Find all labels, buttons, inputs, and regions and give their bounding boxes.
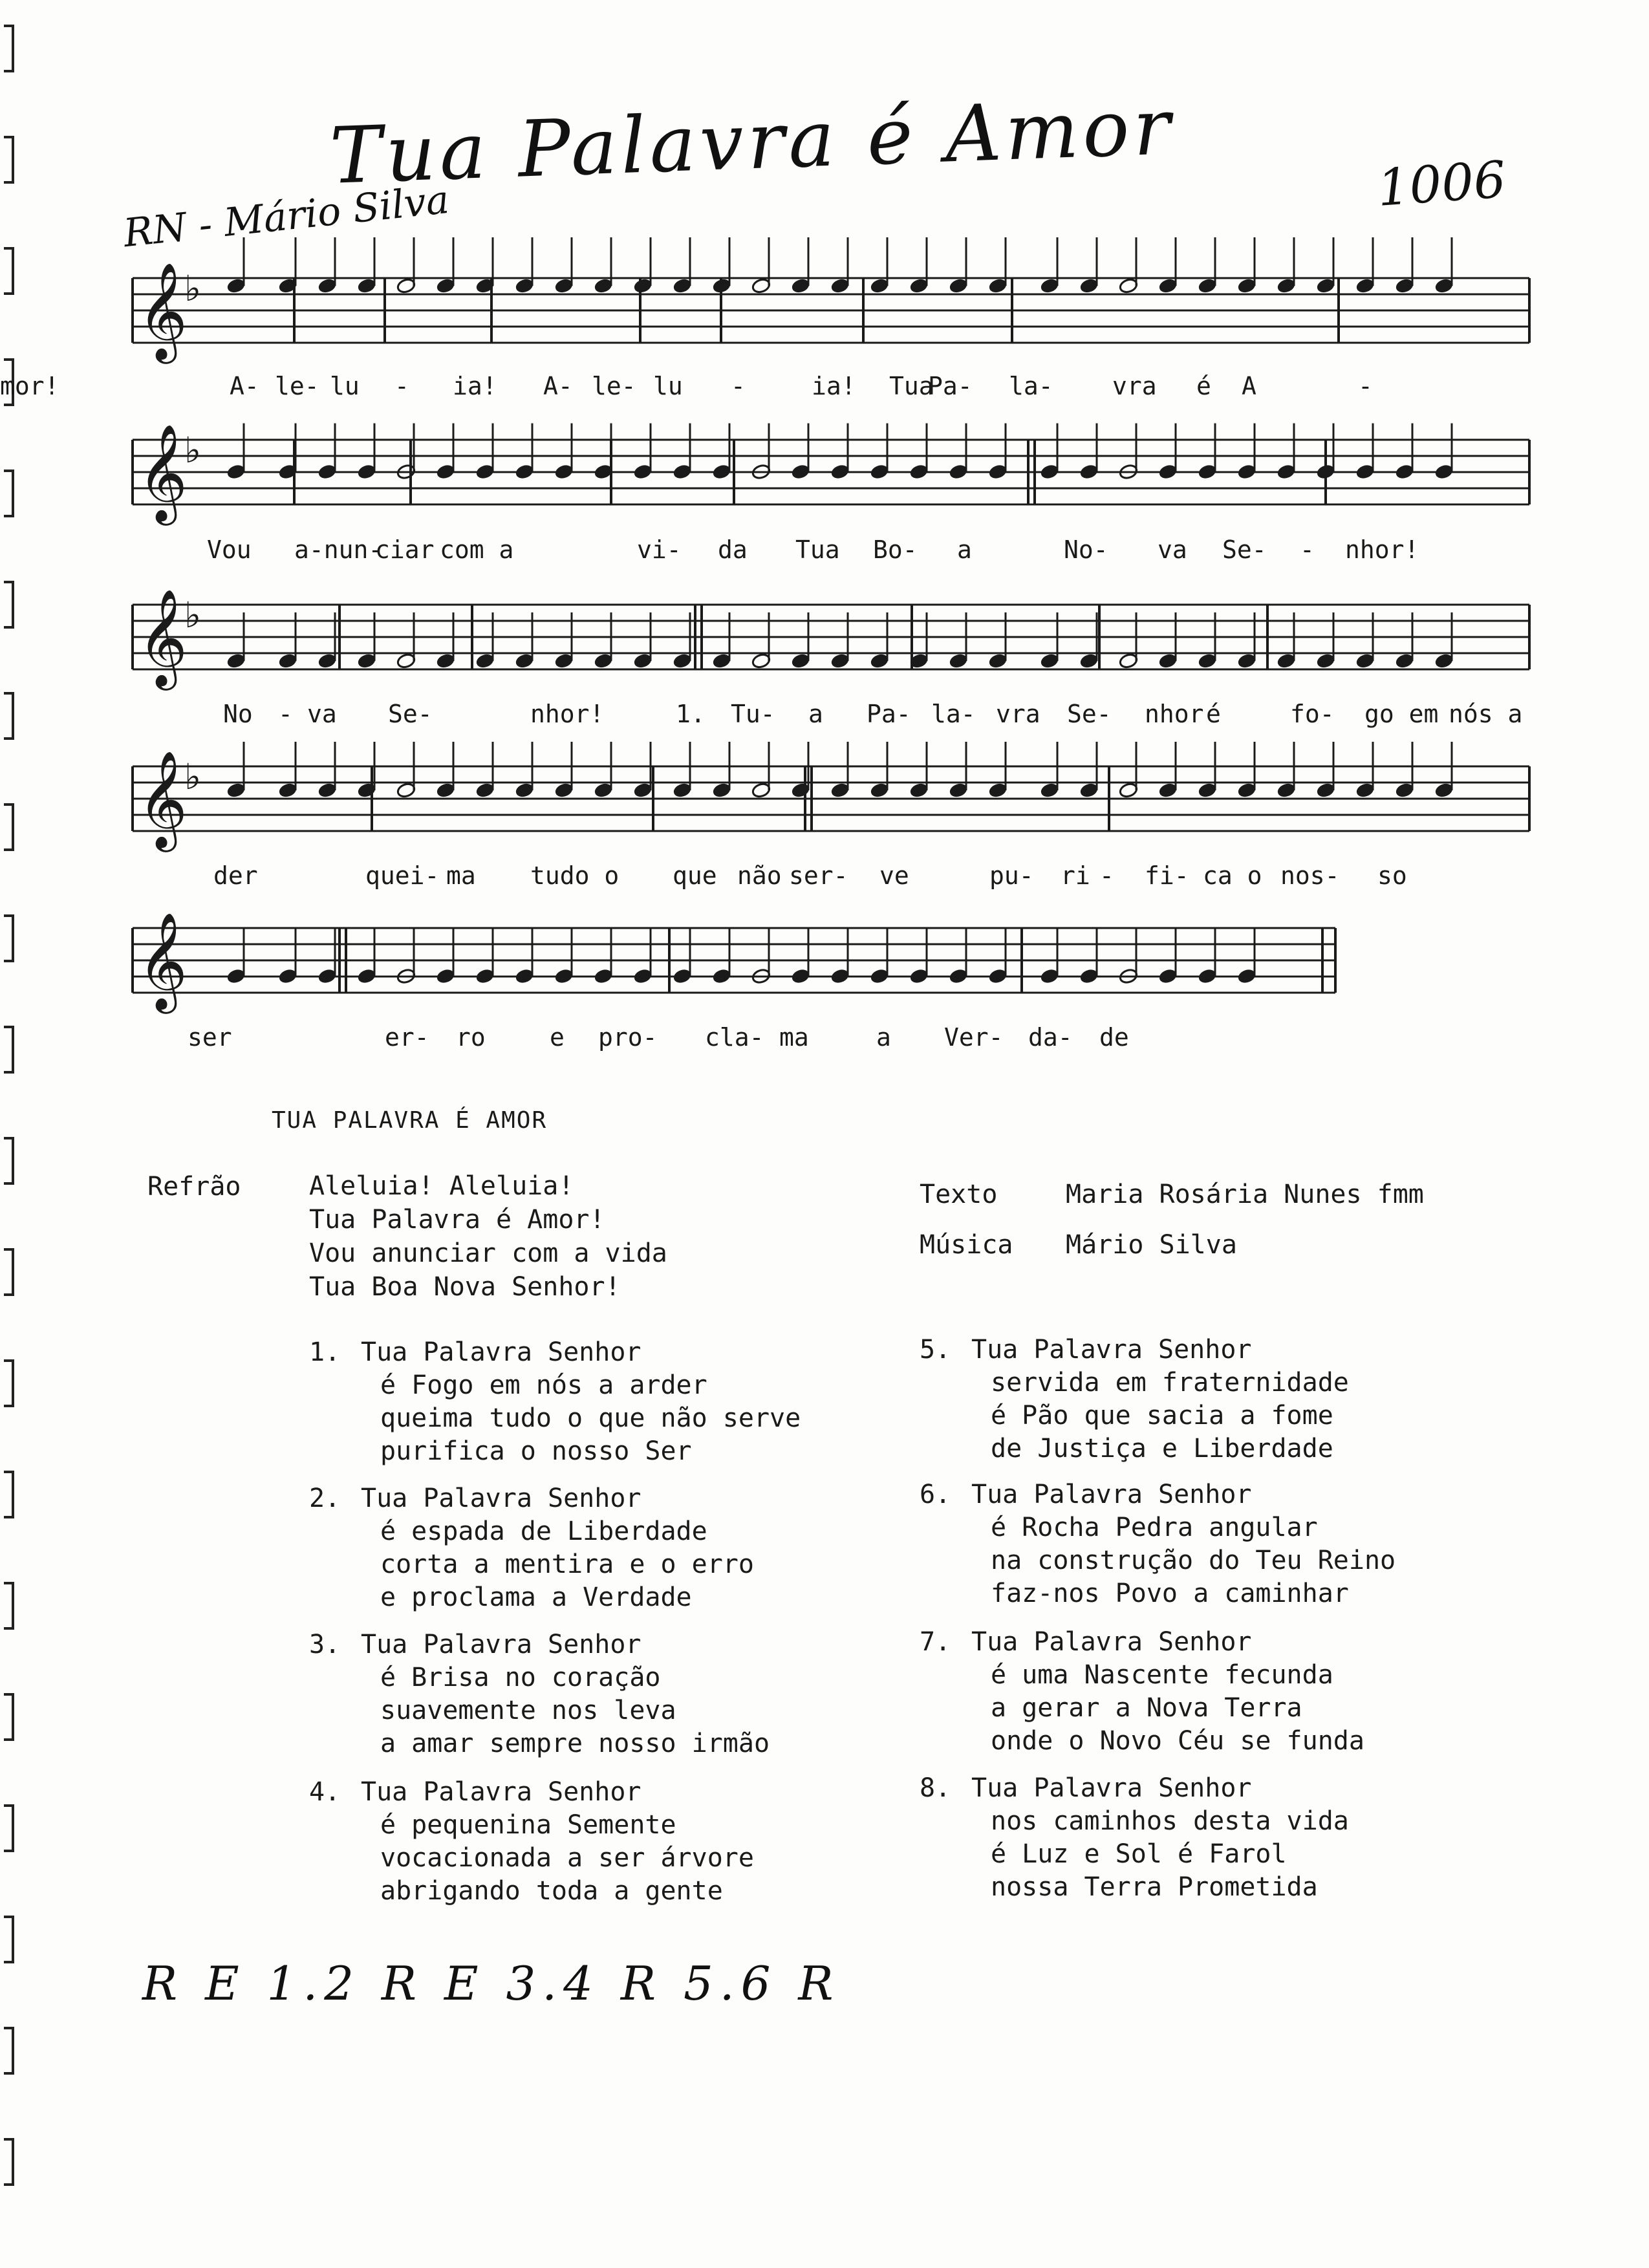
lyric-syllable: -: [1099, 861, 1114, 890]
verse-line: Tua Palavra Senhor: [361, 1777, 641, 1807]
verse-line: Tua Palavra Senhor: [361, 1630, 641, 1659]
refrao-line: Tua Palavra é Amor!: [309, 1205, 605, 1235]
verse-line: vocacionada a ser árvore: [380, 1843, 754, 1873]
lyric-syllable: 1.: [676, 700, 706, 728]
lyric-syllable: -: [394, 372, 409, 400]
verse-line: corta a mentira e o erro: [380, 1550, 754, 1579]
lyric-syllable: ciar: [375, 535, 435, 564]
verse-line: é uma Nascente fecunda: [991, 1660, 1333, 1690]
verse-line: Tua Palavra Senhor: [971, 1480, 1252, 1509]
lyric-syllable: nós a: [1449, 700, 1523, 728]
verse-line: suavemente nos leva: [380, 1696, 676, 1725]
lyric-syllable: nos-: [1280, 861, 1340, 890]
sheet-title: TUA PALAVRA É AMOR: [272, 1107, 548, 1134]
lyric-syllable: lu: [653, 372, 683, 400]
lyric-syllable: Vou: [207, 535, 252, 564]
verse-line: onde o Novo Céu se funda: [991, 1726, 1364, 1756]
lyric-syllable: com a: [440, 535, 514, 564]
credit-musica-value: Mário Silva: [1066, 1230, 1237, 1260]
lyric-syllable: so: [1377, 861, 1407, 890]
treble-clef: 𝄞: [138, 261, 188, 360]
verse-line: servida em fraternidade: [991, 1368, 1349, 1398]
refrao-text: [309, 1169, 667, 1304]
lyric-syllable: é: [1196, 372, 1211, 400]
lyric-syllable: -: [1358, 372, 1373, 400]
lyric-syllable: -: [1300, 535, 1315, 564]
binding-mark: [4, 1694, 13, 1740]
lyric-syllable: Pa-: [867, 700, 911, 728]
lyric-syllable: va: [307, 700, 337, 728]
lyric-syllable: ia!: [812, 372, 856, 400]
lyric-syllable: que: [673, 861, 717, 890]
treble-clef: 𝄞: [138, 750, 188, 848]
verse-line: é Rocha Pedra angular: [991, 1513, 1318, 1542]
lyric-syllable: a: [957, 535, 972, 564]
verse-line: Tua Palavra Senhor: [971, 1335, 1252, 1365]
binding-mark: [4, 2139, 13, 2185]
lyric-syllable: é: [1206, 700, 1221, 728]
lyric-syllable: pro-: [598, 1023, 658, 1052]
lyric-syllable: go em: [1364, 700, 1439, 728]
lyric-syllable: A-: [230, 372, 259, 400]
verse-number: 4.: [309, 1777, 341, 1807]
verse-text: [971, 1626, 1364, 1758]
lyric-syllable: Bo-: [873, 535, 918, 564]
lyric-syllable: fi-: [1145, 861, 1189, 890]
lyric-syllable: tudo o: [530, 861, 620, 890]
lyric-syllable: er-: [385, 1023, 429, 1052]
lyric-syllable: ser: [188, 1023, 232, 1052]
lyric-syllable: a: [808, 700, 823, 728]
verse-line: de Justiça e Liberdade: [991, 1434, 1333, 1463]
verse-line: a amar sempre nosso irmão: [380, 1729, 770, 1758]
lyric-syllable: A-: [543, 372, 573, 400]
lyric-syllable: não: [737, 861, 782, 890]
lyric-syllable: la-: [931, 700, 976, 728]
verse-line: é Luz e Sol é Farol: [991, 1839, 1287, 1869]
lyric-syllable: Pa-: [928, 372, 973, 400]
credit-texto: [920, 1169, 1424, 1220]
lyric-syllable: Tua: [889, 372, 934, 400]
lyric-syllable: a: [876, 1023, 891, 1052]
verse-line: abrigando toda a gente: [380, 1876, 723, 1906]
lyric-syllable: va: [1158, 535, 1187, 564]
lyric-syllable: nhor: [1145, 700, 1204, 728]
lyric-syllable: Se-: [1067, 700, 1112, 728]
verse-text: [971, 1334, 1349, 1465]
verse-number: 3.: [309, 1630, 341, 1659]
lyric-syllable: e: [550, 1023, 565, 1052]
refrao-label: Refrão: [147, 1172, 241, 1202]
verse-number: 8.: [920, 1773, 951, 1803]
verse-line: faz-nos Povo a caminhar: [991, 1579, 1349, 1608]
lyric-syllable: pu-: [989, 861, 1034, 890]
lyric-syllable: lu: [330, 372, 360, 400]
lyric-syllable: nhor!: [1345, 535, 1419, 564]
credit-texto-value: Maria Rosária Nunes fmm: [1066, 1180, 1424, 1209]
lyric-syllable: A: [1242, 372, 1256, 400]
credit-musica: [920, 1220, 1424, 1270]
verse-line: Tua Palavra Senhor: [971, 1627, 1252, 1657]
lyric-syllable: ma: [446, 861, 476, 890]
verse-text: [971, 1772, 1349, 1904]
verse-line: Tua Palavra Senhor: [361, 1337, 641, 1367]
lyric-syllable: Se-: [1222, 535, 1267, 564]
verse-line: na construção do Teu Reino: [991, 1546, 1396, 1575]
verse-text: [361, 1336, 801, 1468]
lyric-syllable: -: [278, 700, 293, 728]
handwritten-number: 1006: [1375, 151, 1508, 218]
key-flat: ♭: [184, 594, 201, 636]
verse-text: [361, 1628, 770, 1760]
verse-line: queima tudo o que não serve: [380, 1403, 801, 1433]
verse-number: 6.: [920, 1480, 951, 1509]
key-flat: ♭: [184, 756, 201, 797]
lyric-syllable: a-nun-: [294, 535, 383, 564]
credit-musica-label: Música: [920, 1230, 1013, 1260]
verse-number: 2.: [309, 1484, 341, 1513]
key-flat: ♭: [184, 268, 201, 309]
handwritten-title: Tua Palavra é Amor: [328, 82, 1176, 202]
verse-line: purifica o nosso Ser: [380, 1436, 692, 1466]
lyric-syllable: ma: [779, 1023, 809, 1052]
lyric-syllable: nhor!: [530, 700, 605, 728]
verse-line: é Pão que sacia a fome: [991, 1401, 1333, 1431]
verse-number: 5.: [920, 1335, 951, 1365]
lyric-syllable: fo-: [1290, 700, 1335, 728]
lyric-syllable: Ver-: [944, 1023, 1004, 1052]
verse-line: nos caminhos desta vida: [991, 1806, 1349, 1836]
credit-texto-label: Texto: [920, 1180, 998, 1209]
refrao-line: Aleluia! Aleluia!: [309, 1171, 574, 1201]
key-flat: ♭: [184, 429, 201, 471]
verse-line: é pequenina Semente: [380, 1810, 676, 1840]
lyric-syllable: ca o: [1203, 861, 1262, 890]
credits: [920, 1169, 1424, 1270]
refrao-line: Vou anunciar com a vida: [309, 1238, 667, 1268]
lyric-syllable: da: [718, 535, 748, 564]
lyric-syllable: le-: [592, 372, 636, 400]
treble-clef: 𝄞: [138, 423, 188, 521]
handwritten-author-note: RN - Mário Silva: [121, 177, 451, 257]
verse-text: [361, 1776, 754, 1908]
lyric-syllable: le-: [275, 372, 319, 400]
music-score: [0, 0, 1649, 1067]
lyric-syllable: ia!: [453, 372, 497, 400]
lyric-syllable: Tua: [795, 535, 840, 564]
verse-line: é Fogo em nós a arder: [380, 1370, 707, 1400]
verse-line: Tua Palavra Senhor: [361, 1484, 641, 1513]
verse-number: 1.: [309, 1337, 341, 1367]
verse-text: [361, 1482, 754, 1614]
handwritten-order-note: R E 1.2 R E 3.4 R 5.6 R: [142, 1956, 840, 2011]
refrao-line: Tua Boa Nova Senhor!: [309, 1272, 621, 1302]
binding-mark: [4, 1917, 13, 1962]
treble-clef: 𝄞: [138, 588, 188, 686]
lyric-syllable: Tu-: [731, 700, 775, 728]
lyric-syllable: mor!: [0, 372, 59, 400]
treble-clef: 𝄞: [138, 911, 188, 1010]
lyric-syllable: vra: [1112, 372, 1157, 400]
lyric-syllable: -: [731, 372, 746, 400]
binding-mark: [4, 1249, 13, 1295]
lyric-syllable: Se-: [388, 700, 433, 728]
lyric-syllable: ser-: [789, 861, 848, 890]
lyric-syllable: No: [223, 700, 253, 728]
verse-line: Tua Palavra Senhor: [971, 1773, 1252, 1803]
lyric-syllable: vi-: [637, 535, 682, 564]
verse-line: é Brisa no coração: [380, 1663, 661, 1692]
binding-mark: [4, 1472, 13, 1517]
verse-line: a gerar a Nova Terra: [991, 1693, 1302, 1723]
binding-mark: [4, 1361, 13, 1406]
lyric-syllable: ro: [456, 1023, 486, 1052]
lyric-syllable: No-: [1064, 535, 1108, 564]
binding-mark: [4, 1806, 13, 1851]
lyric-syllable: la-: [1009, 372, 1053, 400]
verse-text: [971, 1478, 1396, 1610]
binding-mark: [4, 2028, 13, 2073]
lyric-syllable: der: [213, 861, 258, 890]
binding-mark: [4, 1583, 13, 1628]
lyric-syllable: vra: [996, 700, 1040, 728]
verse-line: é espada de Liberdade: [380, 1517, 707, 1546]
verse-line: e proclama a Verdade: [380, 1582, 692, 1612]
lyric-syllable: ve: [879, 861, 909, 890]
lyric-syllable: quei-: [365, 861, 440, 890]
lyric-syllable: ri: [1061, 861, 1090, 890]
lyric-syllable: cla-: [705, 1023, 764, 1052]
verse-line: nossa Terra Prometida: [991, 1872, 1318, 1902]
binding-mark: [4, 1138, 13, 1183]
verse-number: 7.: [920, 1627, 951, 1657]
lyric-syllable: de: [1099, 1023, 1129, 1052]
lyric-syllable: da-: [1028, 1023, 1073, 1052]
